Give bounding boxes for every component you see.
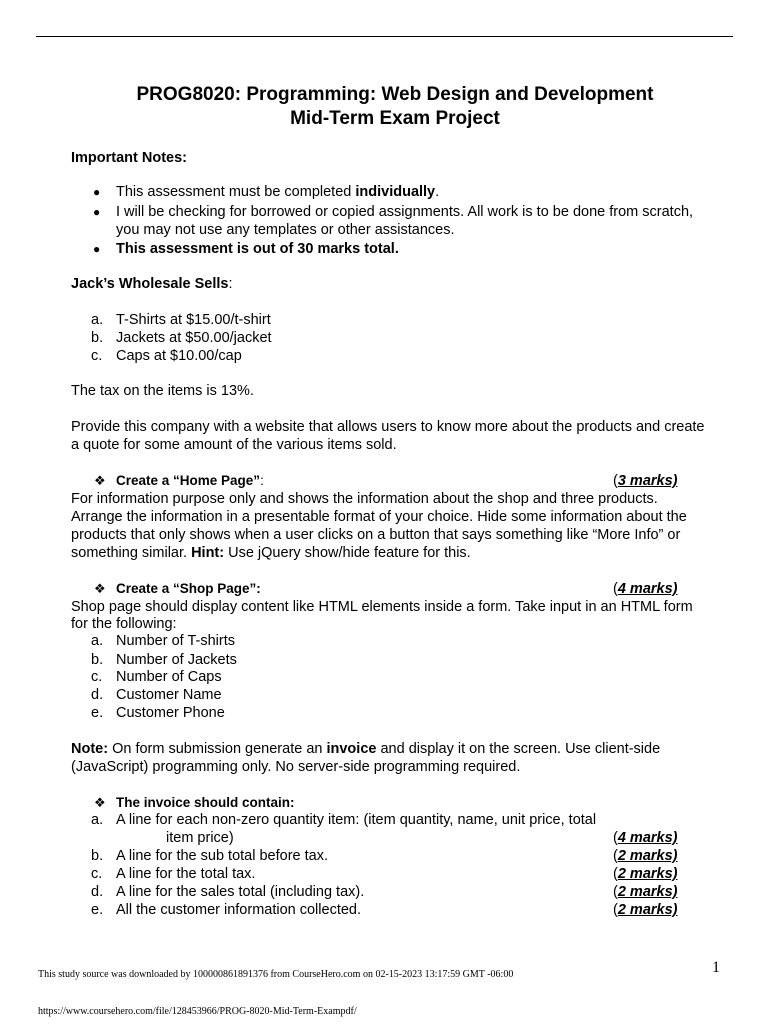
page-title: PROG8020: Programming: Web Design and Development: [136, 84, 654, 105]
form-field-item: Customer Phone: [116, 705, 225, 721]
list-letter: b.: [91, 330, 104, 346]
shop-page-heading: Create a “Shop Page”:: [116, 581, 261, 596]
note-item-continued: you may not use any templates or other assistances.: [116, 222, 455, 238]
product-item: Jackets at $50.00/jacket: [116, 330, 272, 346]
shop-description: for the following:: [71, 616, 177, 632]
form-field-item: Customer Name: [116, 687, 222, 703]
invoice-item: A line for the sub total before tax.: [116, 848, 328, 864]
list-letter: d.: [91, 884, 104, 900]
provide-text: Provide this company with a website that allows users to know more about the products and create: [71, 419, 705, 435]
list-letter: b.: [91, 652, 104, 668]
note-paragraph: Note: On form submission generate an invoice and display it on the screen. Use client-side: [71, 741, 661, 757]
list-letter: b.: [91, 848, 104, 864]
sells-heading: Jack’s Wholesale Sells:: [71, 276, 233, 292]
home-marks: (3 marks): [613, 473, 678, 489]
page-subtitle: Mid-Term Exam Project: [290, 108, 500, 129]
invoice-marks: (2 marks): [613, 848, 678, 864]
list-letter: a.: [91, 312, 104, 328]
bullet-icon: ●: [93, 242, 101, 256]
home-description: For information purpose only and shows the information about the shop and three products.: [71, 491, 658, 507]
diamond-bullet-icon: ❖: [94, 795, 106, 810]
list-letter: a.: [91, 812, 104, 828]
top-rule: [36, 36, 733, 37]
tax-text: The tax on the items is 13%.: [71, 383, 254, 399]
home-description: products that only shows when a user clicks on a button that says something like “More Info” or: [71, 527, 681, 543]
page-number: 1: [712, 959, 720, 976]
diamond-bullet-icon: ❖: [94, 581, 106, 596]
note-paragraph-continued: (JavaScript) programming only. No server-side programming required.: [71, 759, 521, 775]
invoice-marks: (2 marks): [613, 884, 678, 900]
note-item: This assessment is out of 30 marks total.: [116, 241, 399, 257]
note-item: I will be checking for borrowed or copied assignments. All work is to be done from scratch,: [116, 204, 694, 220]
invoice-item: A line for the sales total (including tax).: [116, 884, 365, 900]
list-letter: c.: [91, 669, 103, 685]
bullet-icon: ●: [93, 185, 101, 199]
download-note: This study source was downloaded by 100000861891376 from CourseHero.com on 02-15-2023 13:17:59 GMT -06:00: [38, 969, 514, 980]
source-url[interactable]: https://www.coursehero.com/file/128453966/PROG-8020-Mid-Term-Exampdf/: [38, 1006, 357, 1017]
notes-heading: Important Notes:: [71, 150, 187, 166]
invoice-marks: (2 marks): [613, 902, 678, 918]
form-field-item: Number of Jackets: [116, 652, 237, 668]
invoice-item: All the customer information collected.: [116, 902, 361, 918]
product-item: T-Shirts at $15.00/t-shirt: [116, 312, 271, 328]
product-item: Caps at $10.00/cap: [116, 348, 242, 364]
list-letter: d.: [91, 687, 104, 703]
home-page-heading: Create a “Home Page”:: [116, 473, 264, 488]
shop-marks: (4 marks): [613, 581, 678, 597]
invoice-marks: (4 marks): [613, 830, 678, 846]
invoice-item: A line for each non-zero quantity item: (item quantity, name, unit price, total: [116, 812, 597, 828]
list-letter: a.: [91, 633, 104, 649]
invoice-item: A line for the total tax.: [116, 866, 256, 882]
bullet-icon: ●: [93, 205, 101, 219]
home-description: Arrange the information in a presentable format of your choice. Hide some information about the: [71, 509, 687, 525]
diamond-bullet-icon: ❖: [94, 473, 106, 488]
invoice-item-continued: item price): [166, 830, 234, 846]
form-field-item: Number of T-shirts: [116, 633, 235, 649]
invoice-heading: The invoice should contain:: [116, 795, 295, 810]
list-letter: c.: [91, 866, 103, 882]
shop-description: Shop page should display content like HTML elements inside a form. Take input in an HTML form: [71, 599, 693, 615]
provide-text-continued: a quote for some amount of the various items sold.: [71, 437, 397, 453]
invoice-marks: (2 marks): [613, 866, 678, 882]
list-letter: e.: [91, 705, 104, 721]
home-description: something similar. Hint: Use jQuery show/hide feature for this.: [71, 545, 471, 561]
note-item: This assessment must be completed individually.: [116, 184, 440, 200]
list-letter: c.: [91, 348, 103, 364]
form-field-item: Number of Caps: [116, 669, 222, 685]
list-letter: e.: [91, 902, 104, 918]
